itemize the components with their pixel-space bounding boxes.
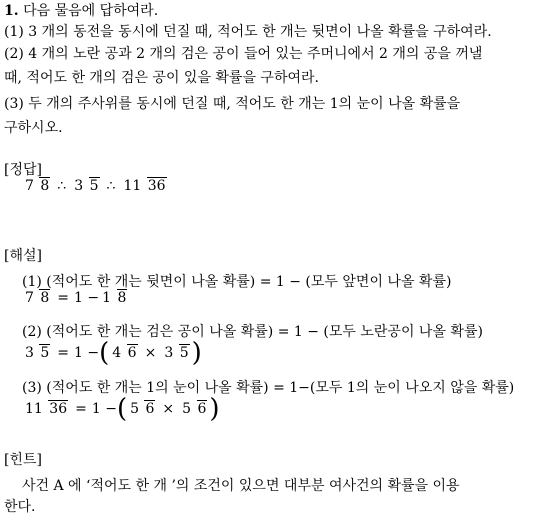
fraction <box>111 345 137 361</box>
problem-stem: 다음 물음에 답하여라. <box>23 3 159 19</box>
explanation-heading: [해설] <box>4 248 42 264</box>
equals-sign: = <box>57 345 70 361</box>
question-1: (1) 3 개의 동전을 동시에 던질 때, 적어도 한 개는 뒷면이 나올 확률을 구하여라. <box>4 24 492 40</box>
equals-sign: = <box>75 401 87 417</box>
numerator: 3 <box>25 345 34 361</box>
right-paren: ) <box>191 338 202 368</box>
fraction <box>24 401 68 417</box>
answer-separator: ∴ <box>106 178 116 194</box>
denominator: 8 <box>40 290 50 306</box>
question-3-line-2: 구하시오. <box>4 120 63 136</box>
times-sign: × <box>144 345 157 361</box>
problem-stem-line <box>4 3 158 19</box>
fraction <box>181 401 207 417</box>
answer-fraction-3 <box>122 178 166 194</box>
explanation-3-text: (3) (적어도 한 개는 1의 눈이 나올 확률) = 1−(모두 1의 눈이 나오지 않을 확률) <box>22 380 515 396</box>
answer-1-numerator: 7 <box>25 178 34 194</box>
denominator: 5 <box>40 345 50 361</box>
numerator: 4 <box>112 345 122 361</box>
numerator: 11 <box>25 401 43 417</box>
answer-2-denominator: 5 <box>89 178 99 194</box>
hint-line-1: 사건 A 에 ‘적어도 한 개 ’의 조건이 있으면 대부분 여사건의 확률을 이용 <box>22 478 460 494</box>
one-minus: 1 − <box>74 345 100 361</box>
one-minus: 1 − <box>91 401 117 417</box>
answer-separator: ∴ <box>57 178 67 194</box>
answer-values <box>22 178 169 194</box>
question-2-line-1: (2) 4 개의 노란 공과 2 개의 검은 공이 들어 있는 주머니에서 2 개의 공을 꺼낼 <box>4 46 483 62</box>
answer-1-denominator: 8 <box>40 178 50 194</box>
denominator: 5 <box>179 345 189 361</box>
answer-3-denominator: 36 <box>147 178 166 194</box>
fraction <box>163 345 189 361</box>
left-paren: ( <box>99 338 110 368</box>
denominator: 8 <box>117 290 127 306</box>
explanation-2-text: (2) (적어도 한 개는 검은 공이 나올 확률) = 1 − (모두 노란공이 나올 확률) <box>22 324 483 340</box>
explanation-3-equation <box>22 396 220 422</box>
answer-2-numerator: 3 <box>74 178 84 194</box>
answer-fraction-2 <box>73 178 99 194</box>
one-minus: 1 − <box>74 290 100 306</box>
explanation-1-text: (1) (적어도 한 개는 뒷면이 나올 확률) = 1 − (모두 앞면이 나올 확률) <box>22 274 452 290</box>
answer-fraction-1 <box>24 178 50 194</box>
numerator: 1 <box>102 290 112 306</box>
fraction <box>129 401 155 417</box>
denominator: 36 <box>49 401 68 417</box>
times-sign: × <box>162 401 175 417</box>
numerator: 5 <box>130 401 140 417</box>
question-2-line-2: 때, 적어도 한 개의 검은 공이 있을 확률을 구하여라. <box>4 70 319 86</box>
explanation-2-equation <box>22 340 202 366</box>
numerator: 3 <box>164 345 174 361</box>
denominator: 6 <box>145 401 155 417</box>
problem-number: 1. <box>4 3 19 19</box>
denominator: 6 <box>197 401 207 417</box>
fraction <box>24 345 50 361</box>
fraction <box>24 290 50 306</box>
numerator: 5 <box>182 401 192 417</box>
right-paren: ) <box>209 394 220 424</box>
fraction <box>101 290 127 306</box>
equals-sign: = <box>57 290 70 306</box>
answer-heading: [정답] <box>4 162 42 178</box>
numerator: 7 <box>25 290 34 306</box>
explanation-1-equation <box>22 290 129 306</box>
answer-3-numerator: 11 <box>123 178 142 194</box>
left-paren: ( <box>116 394 128 424</box>
denominator: 6 <box>127 345 137 361</box>
question-3-line-1: (3) 두 개의 주사위를 동시에 던질 때, 적어도 한 개는 1의 눈이 나올 확률을 <box>4 96 461 112</box>
hint-heading: [힌트] <box>4 452 42 468</box>
hint-line-2: 한다. <box>4 499 36 515</box>
